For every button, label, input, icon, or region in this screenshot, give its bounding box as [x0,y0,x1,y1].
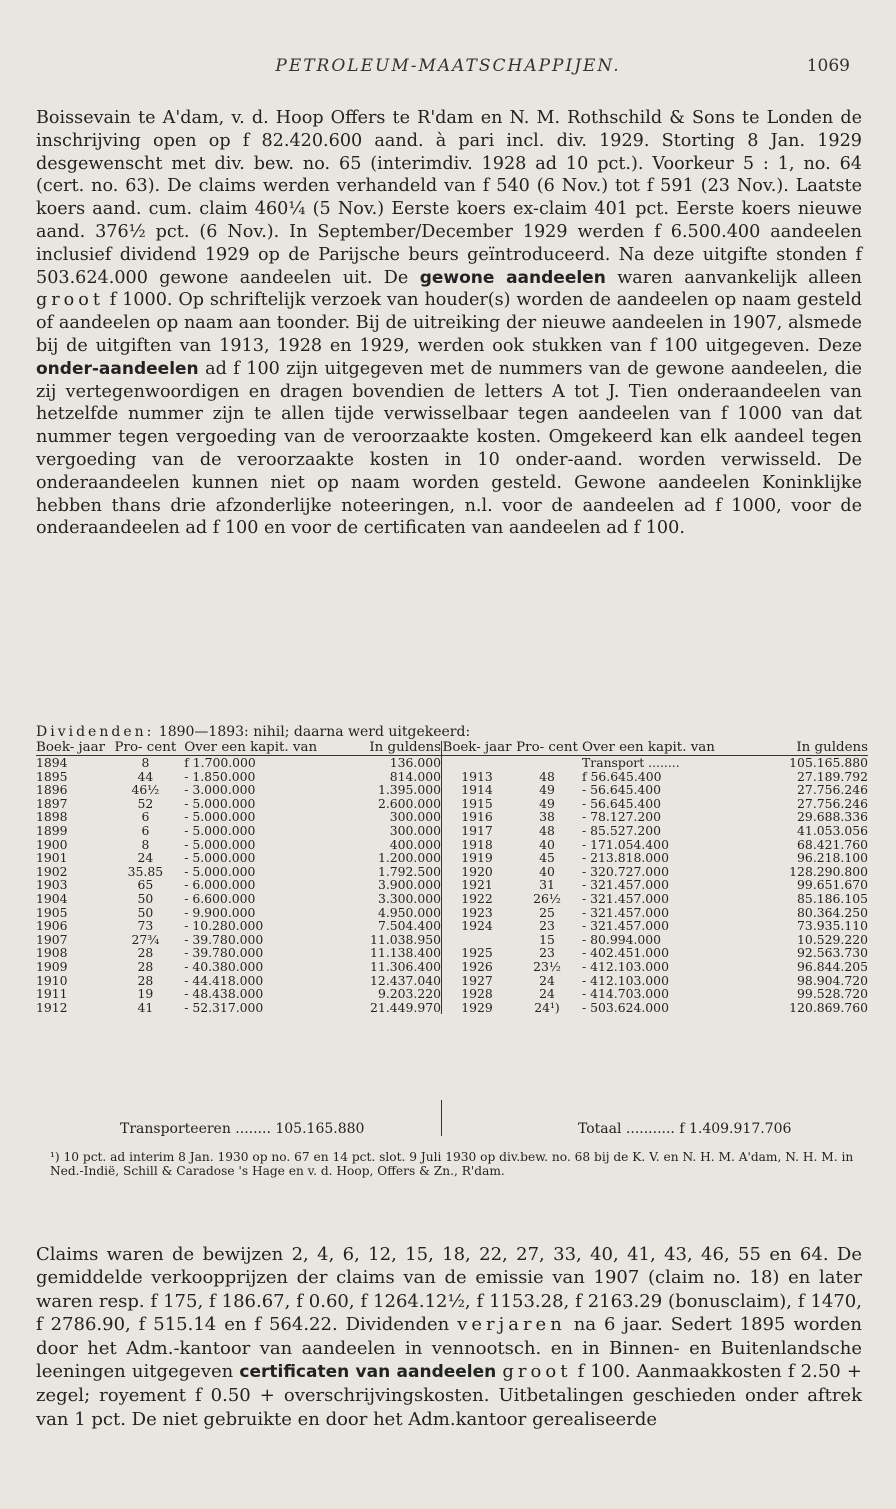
header-guilders: In guldens [329,741,442,756]
cell-year: 1917 [461,822,493,838]
cell-guilders: 27.756.246 [797,795,868,811]
cell-percent: 15 [539,931,555,947]
table-row [36,797,442,811]
cell-guilders: 300.000 [329,824,442,838]
cell-capital: - 3.000.000 [184,782,256,798]
cell-percent: 38 [539,809,555,825]
cell-year: 1902 [36,863,68,879]
table-row [36,919,442,933]
cell-capital: - 5.000.000 [184,795,256,811]
dividend-table-right [442,741,868,1014]
table-row [36,892,442,906]
table-header-row [36,741,442,756]
right-footer-value: f 1.409.917.706 [679,1121,792,1137]
cell-guilders: 29.688.336 [797,809,868,825]
cell-year: 1910 [36,972,68,988]
cell-percent: 35.85 [127,863,164,879]
right-footer [578,1121,791,1137]
cell-capital: - 85.527.200 [582,822,662,838]
cell-year: 1929 [461,999,493,1015]
cell-guilders: 7.504.400 [329,919,442,933]
text-run: Claims waren de bewijzen 2, 4, 6, 12, 15, 18, 22, 27, 33, 40, 41, 43, 46, 55 en 64. De gemiddelde verkoopprijzen der claims van de emissie van 1907 (claim no. 18) en later waren resp. f 175, f 186.67, f 0.60, f 1264.12½, f 1153.28, f 2163.29 (bonusclaim), f 1470, f 2786.90, f 515.14 en f 564.22. Dividenden [36,1244,862,1336]
table-body-left [36,756,442,1015]
table-row [442,878,868,892]
cell-percent: 31 [539,877,555,893]
table-row [36,838,442,852]
cell-guilders: 27.189.792 [797,768,868,784]
cell-percent: 40 [539,863,555,879]
cell-percent: 50 [137,890,154,906]
table-row [36,933,442,947]
table-row [36,770,442,784]
cell-guilders: 96.844.205 [797,958,868,974]
cell-percent: 24 [137,850,154,866]
cell-year: 1925 [461,945,493,961]
cell-capital: - 39.780.000 [184,931,264,947]
table-row [442,987,868,1001]
cell-guilders: 92.563.730 [797,945,868,961]
cell-percent: 8 [141,836,150,852]
cell-year: 1898 [36,809,68,825]
cell-guilders: 1.200.000 [329,851,442,865]
table-body-right [442,756,868,1015]
cell-capital: - 56.645.400 [582,782,662,798]
cell-percent: 52 [137,795,154,811]
cell-capital: - 414.703.000 [582,986,669,1002]
cell-capital: - 171.054.400 [582,836,669,852]
spaced-term-groot: groot [36,290,104,311]
cell-capital: - 44.418.000 [184,972,264,988]
cell-capital: - 40.380.000 [184,958,264,974]
cell-guilders: 400.000 [329,838,442,852]
cell-percent: 40 [539,836,555,852]
cell-guilders: 1.395.000 [329,783,442,797]
cell-percent: 23 [539,918,555,934]
cell-capital: - 48.438.000 [184,986,264,1002]
table-header-row [442,741,868,756]
bold-term-onder-aandeelen: onder-aandeelen [36,358,199,379]
header-percent: Pro- cent [114,740,177,755]
cell-percent: 48 [539,822,555,838]
cell-capital: - 78.127.200 [582,809,662,825]
cell-percent: 24¹) [534,999,560,1015]
text-run: waren aanvankelijk alleen [617,267,863,288]
dividend-label: Dividenden: [36,724,155,740]
cell-year: 1897 [36,795,68,811]
cell-year: 1896 [36,782,68,798]
cell-percent: 28 [137,958,154,974]
cell-guilders: 96.218.100 [797,850,868,866]
cell-year: 1915 [461,795,493,811]
cell-year [442,756,512,770]
cell-capital: - 5.000.000 [184,836,256,852]
cell-percent: 6 [141,822,150,838]
page-header [0,56,896,84]
cell-guilders: 128.290.800 [789,863,868,879]
table-row [442,974,868,988]
cell-year: 1907 [36,931,68,947]
table-row [36,960,442,974]
table-row [442,838,868,852]
table-row [36,756,442,770]
table-row [36,783,442,797]
body-paragraph-1 [36,107,862,540]
cell-year: 1905 [36,904,68,920]
cell-percent: 27¾ [131,931,160,947]
cell-capital: - 80.994.000 [582,931,662,947]
cell-percent: 6 [141,809,150,825]
cell-year: 1911 [36,986,68,1002]
spaced-term-verjaren: verjaren [457,1314,566,1336]
cell-guilders: 98.904.720 [797,972,868,988]
cell-percent: 25 [539,904,555,920]
table-row [442,824,868,838]
cell-capital: - 412.103.000 [582,972,669,988]
cell-percent: 23 [539,945,555,961]
cell-year: 1894 [36,755,68,770]
cell-percent: 23½ [533,958,561,974]
cell-capital: - 6.600.000 [184,890,256,906]
cell-percent: 73 [137,918,154,934]
cell-percent: 8 [141,755,150,770]
table-row [442,946,868,960]
cell-year: 1908 [36,945,68,961]
text-run: Boissevain te A'dam, v. d. Hoop Offers te R'dam en N. M. Rothschild & Sons te Londen de inschrijving open op f 82.420.600 aand. à pari incl. div. 1929. Storting 8 Jan. 1929 desgewenscht met div. bew. no. 65 (interimdiv. 1928 ad 10 pct.). Voorkeur 5 : 1, no. 64 (cert. no. 63). De claims werden verhandeld van f 540 (6 Nov.) tot f 591 (23 Nov.). Laatste koers aand. cum. claim 460¼ (5 Nov.) Eerste koers ex-claim 401 pct. Eerste koers nieuwe aand. 376½ pct. (6 Nov.). In September/December 1929 werden f 6.500.400 aandeelen inclusief dividend 1929 op de Parijsche beurs geïntroduceerd. Na deze uitgifte stonden f 503.624.000 gewone aandeelen uit. De [36,108,862,288]
bold-term-certificaten: certificaten van aandeelen [239,1362,497,1383]
dividend-heading-text: 1890—1893: nihil; daarna werd uitgekeerd: [158,724,471,740]
cell-percent: 28 [137,945,154,961]
left-footer [120,1121,364,1137]
cell-percent: 28 [137,972,154,988]
cell-guilders: 814.000 [329,770,442,784]
cell-year: 1918 [461,836,493,852]
table-row [442,960,868,974]
cell-guilders: 68.421.760 [797,836,868,852]
table-row [442,783,868,797]
table-row [442,1001,868,1015]
cell-year: 1906 [36,918,68,934]
cell-year: 1904 [36,890,68,906]
cell-capital: f 56.645.400 [582,768,662,784]
header-year: Boek- jaar [442,740,512,755]
table-row [36,851,442,865]
table-row [442,770,868,784]
cell-guilders: 41.053.056 [797,822,868,838]
cell-guilders: 9.203.220 [329,987,442,1001]
cell-year: 1901 [36,850,68,866]
body-paragraph-2 [36,1243,862,1431]
footnote: ¹) 10 pct. ad interim 8 Jan. 1930 op no. 67 en 14 pct. slot. 9 Juli 1930 op div.bew. no. 68 bij de K. V. en N. H. M. A'dam, N. H. M. in Ned.-Indië, Schill & Caradose 's Hage en v. d. Hoop, Offers & Zn., R'dam. [50,1150,854,1178]
header-capital: Over een kapit. van [582,741,726,756]
spaced-term-groot: groot [502,1361,572,1383]
column-divider [441,1100,442,1136]
text-run: f 1000. Op schriftelijk verzoek van houder(s) worden de aandeelen op naam gesteld of aandeelen op naam aan toonder. Bij de uitreiking der nieuwe aandeelen in 1907, alsmede bij de uitgiften van 1913, 1928 en 1929, werden ook stukken van f 100 uitgegeven. Deze [36,290,862,356]
header-year: Boek- jaar [36,741,113,756]
header-capital: Over een kapit. van [178,741,328,756]
cell-percent: 19 [137,986,154,1002]
cell-guilders: 1.792.500 [329,865,442,879]
table-row [36,865,442,879]
cell-percent: 49 [539,782,555,798]
cell-guilders: 136.000 [329,756,442,770]
cell-year: 1924 [461,918,493,934]
cell-capital: - 1.850.000 [184,768,256,784]
cell-capital: - 5.000.000 [184,809,256,825]
cell-percent: 44 [137,768,154,784]
cell-capital: - 321.457.000 [582,904,669,920]
header-guilders: In guldens [726,741,868,756]
dividend-heading [36,724,862,740]
text-run: na 6 jaar. Sedert 1895 worden door het Adm.-kantoor van aandeelen in vennootsch. en in Binnen- en Buitenlandsche leeningen uitgegeven [36,1314,862,1383]
cell-guilders: 99.651.670 [797,877,868,893]
table-row [36,1001,442,1015]
cell-guilders: 4.950.000 [329,906,442,920]
cell-capital: - 503.624.000 [582,999,669,1015]
cell-year: 1927 [461,972,493,988]
cell-capital: - 39.780.000 [184,945,264,961]
table-row [442,810,868,824]
table-row [36,878,442,892]
cell-percent: 49 [539,795,555,811]
cell-capital: - 412.103.000 [582,958,669,974]
cell-guilders: 11.138.400 [329,946,442,960]
bold-term-gewone-aandeelen: gewone aandeelen [419,267,606,288]
cell-year: 1923 [461,904,493,920]
cell-capital: - 52.317.000 [184,999,264,1015]
table-row [442,919,868,933]
cell-guilders: 10.529.220 [797,931,868,947]
cell-guilders: 99.528.720 [797,986,868,1002]
cell-year: 1909 [36,958,68,974]
cell-year: 1926 [461,958,493,974]
table-row [36,987,442,1001]
cell-guilders: 27.756.246 [797,782,868,798]
table-row [36,810,442,824]
table-row [36,906,442,920]
cell-percent: 24 [539,972,555,988]
text-run: f 100. Aanmaakkosten f 2.50 + zegel; royement f 0.50 + overschrijvingskosten. Uitbetalingen geschieden onder aftrek van 1 pct. De niet gebruikte en door het Adm.kantoor gerealiseerde [36,1361,862,1430]
cell-guilders: 120.869.760 [789,999,868,1015]
table-row [442,851,868,865]
cell-capital: - 5.000.000 [184,850,256,866]
table-row [36,974,442,988]
text-run: ad f 100 zijn uitgegeven met de nummers van de gewone aandeelen, die zij vertegenwoordigen en dragen bovendien de letters A tot J. Tien onderaandeelen van hetzelfde nummer zijn te allen tijde verwisselbaar tegen aandeelen van f 1000 van dat nummer tegen vergoeding van de veroorzaakte kosten. Omgekeerd kan elk aandeel tegen vergoeding van de veroorzaakte kosten in 10 onder-aand. worden verwisseld. De onderaandeelen kunnen niet op naam worden gesteld. Gewone aandeelen Koninklijke hebben thans drie afzonderlijke noteeringen, n.l. voor de aandeelen ad f 1000, voor de onderaandeelen ad f 100 en voor de certificaten van aandeelen ad f 100. [36,358,862,539]
cell-guilders: 3.300.000 [329,892,442,906]
table-row [36,824,442,838]
right-footer-label: Totaal ........... [578,1121,675,1137]
table-row [442,906,868,920]
cell-capital: - 213.818.000 [582,850,669,866]
cell-capital: - 56.645.400 [582,795,662,811]
cell-percent: 24 [539,986,555,1002]
cell-capital: - 402.451.000 [582,945,669,961]
table-row [442,797,868,811]
cell-guilders: 11.306.400 [329,960,442,974]
cell-percent: 26½ [533,890,561,906]
cell-guilders: 11.038.950 [329,933,442,947]
table-row [442,892,868,906]
cell-guilders: 300.000 [329,810,442,824]
cell-capital: Transport ........ [582,755,680,770]
cell-guilders: 85.186.105 [797,890,868,906]
cell-capital: - 10.280.000 [184,918,264,934]
cell-guilders: 21.449.970 [329,1001,442,1015]
cell-year: 1914 [461,782,493,798]
cell-percent: 50 [137,904,154,920]
dividend-table-left [36,741,442,1014]
header-percent: Pro- cent [512,741,582,756]
cell-year: 1921 [461,877,493,893]
cell-year: 1895 [36,768,68,784]
running-title: PETROLEUM-MAATSCHAPPIJEN. [275,56,621,76]
cell-percent [512,756,582,770]
cell-percent: 45 [539,850,555,866]
cell-percent: 48 [539,768,555,784]
left-footer-label: Transporteeren ........ [120,1121,271,1137]
cell-year: 1903 [36,877,68,893]
cell-year: 1899 [36,822,68,838]
cell-year: 1900 [36,836,68,852]
cell-percent: 46½ [131,782,160,798]
cell-guilders: 2.600.000 [329,797,442,811]
table-row [442,933,868,947]
cell-year: 1912 [36,999,68,1015]
table-row [442,865,868,879]
table-row [36,946,442,960]
cell-capital: - 6.000.000 [184,877,256,893]
cell-capital: - 5.000.000 [184,822,256,838]
left-footer-value: 105.165.880 [275,1121,365,1137]
cell-year: 1920 [461,863,493,879]
cell-guilders: 73.935.110 [797,918,868,934]
cell-capital: f 1.700.000 [184,755,256,770]
cell-guilders: 80.364.250 [797,904,868,920]
cell-year: 1928 [461,986,493,1002]
cell-year: 1913 [461,768,493,784]
cell-year: 1916 [461,809,493,825]
table-row [442,756,868,770]
cell-capital: - 321.457.000 [582,890,669,906]
cell-capital: - 320.727.000 [582,863,669,879]
cell-year [442,933,512,947]
cell-percent: 41 [137,999,154,1015]
cell-capital: - 321.457.000 [582,918,669,934]
cell-capital: - 321.457.000 [582,877,669,893]
cell-year: 1919 [461,850,493,866]
cell-capital: - 9.900.000 [184,904,256,920]
cell-guilders: 105.165.880 [789,755,868,770]
cell-year: 1922 [461,890,493,906]
cell-guilders: 3.900.000 [329,878,442,892]
cell-percent: 65 [137,877,154,893]
cell-guilders: 12.437.040 [329,974,442,988]
page-number: 1069 [806,56,850,76]
cell-capital: - 5.000.000 [184,863,256,879]
